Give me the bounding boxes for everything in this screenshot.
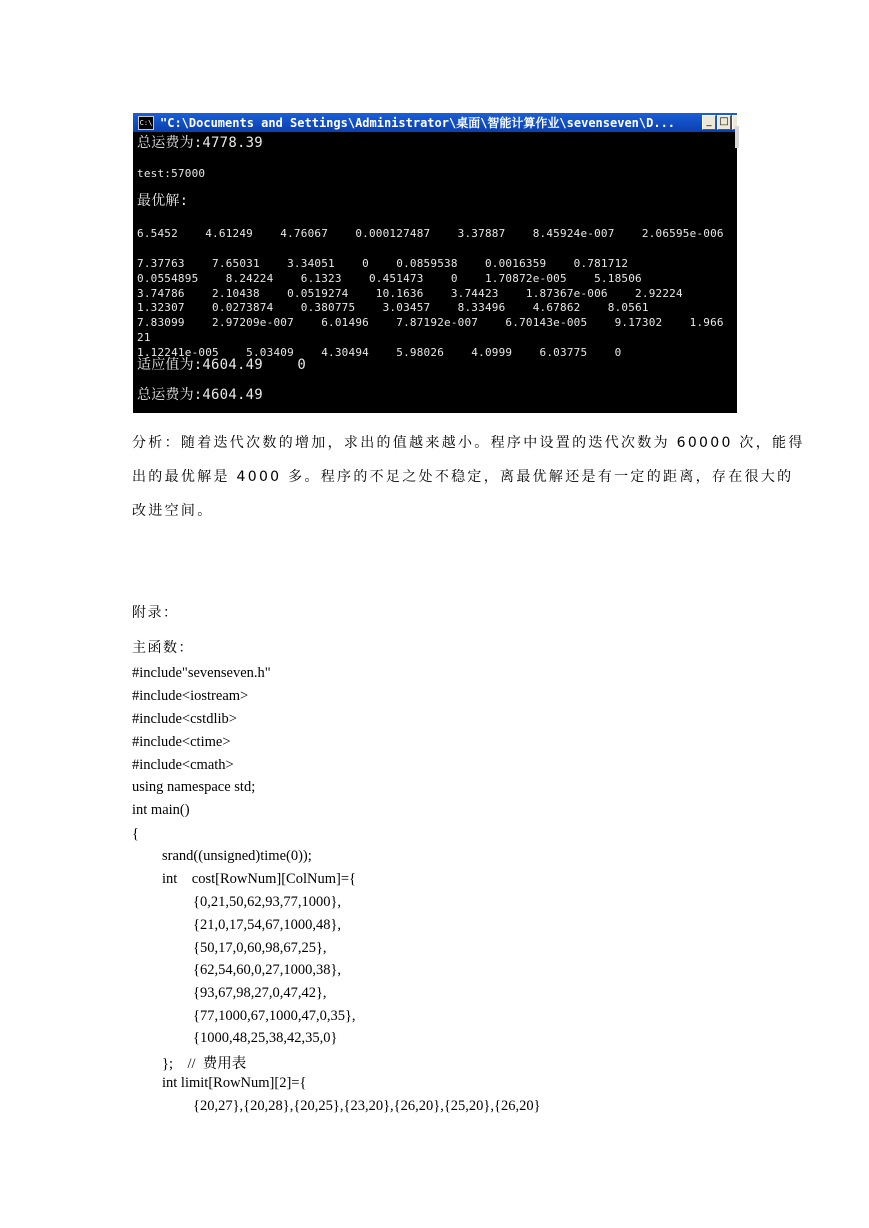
code-line: #include<iostream>: [132, 688, 249, 704]
code-line: {: [132, 826, 139, 842]
code-line: {20,27},{20,28},{20,25},{23,20},{26,20},{25,20},{26,20}: [193, 1098, 541, 1114]
console-line: 21: [137, 331, 151, 344]
code-line: int cost[RowNum][ColNum]={: [162, 871, 356, 887]
analysis-line-1: 分析：随着迭代次数的增加，求出的值越来越小。程序中设置的迭代次数为 60000 次，能得: [132, 435, 805, 451]
code-line: using namespace std;: [132, 779, 256, 795]
analysis-line-2: 出的最优解是 4000 多。程序的不足之处不稳定，离最优解还是有一定的距离，存在很大的: [132, 469, 794, 485]
code-line: int limit[RowNum][2]={: [162, 1075, 307, 1091]
console-line: 总运费为:4604.49: [137, 387, 263, 403]
minimize-button[interactable]: _: [702, 115, 716, 130]
code-line: #include<cstdlib>: [132, 711, 237, 727]
code-line: #include<cmath>: [132, 757, 234, 773]
console-scrollbar[interactable]: [735, 126, 739, 148]
console-titlebar: [133, 113, 737, 132]
console-line: 总运费为:4778.39: [137, 135, 263, 151]
main-function-label: 主函数：: [132, 640, 194, 656]
appendix-title: 附录：: [132, 605, 179, 621]
code-line: }; // 费用表: [162, 1056, 247, 1072]
console-line: 0.0554895 8.24224 6.1323 0.451473 0 1.70872e-005 5.18506: [137, 272, 642, 285]
console-line: 3.74786 2.10438 0.0519274 10.1636 3.74423 1.87367e-006 2.92224: [137, 287, 683, 300]
code-line: {1000,48,25,38,42,35,0}: [193, 1030, 338, 1046]
console-line: 1.12241e-005 5.03409 4.30494 5.98026 4.0999 6.03775 0: [137, 346, 622, 359]
code-line: int main(): [132, 802, 190, 818]
code-line: {0,21,50,62,93,77,1000},: [193, 894, 342, 910]
maximize-button[interactable]: □: [717, 115, 731, 130]
console-app-icon: C:\: [138, 116, 154, 130]
code-line: srand((unsigned)time(0));: [162, 848, 312, 864]
console-title: "C:\Documents and Settings\Administrator\桌面\智能计算作业\sevenseven\D...: [160, 116, 676, 130]
console-line: 适应值为:4604.49 0: [137, 357, 306, 373]
console-line: test:57000: [137, 167, 206, 180]
console-screenshot: [133, 113, 737, 413]
code-line: {21,0,17,54,67,1000,48},: [193, 917, 342, 933]
code-line: {93,67,98,27,0,47,42},: [193, 985, 327, 1001]
console-line: 7.83099 2.97209e-007 6.01496 7.87192e-007 6.70143e-005 9.17302 1.966: [137, 316, 724, 329]
code-line: #include<ctime>: [132, 734, 231, 750]
console-line: 最优解:: [137, 193, 189, 209]
code-line: #include"sevenseven.h": [132, 665, 271, 681]
code-line: {62,54,60,0,27,1000,38},: [193, 962, 342, 978]
code-line: {77,1000,67,1000,47,0,35},: [193, 1008, 356, 1024]
console-line: 6.5452 4.61249 4.76067 0.000127487 3.37887 8.45924e-007 2.06595e-006: [137, 227, 724, 240]
console-line: 7.37763 7.65031 3.34051 0 0.0859538 0.0016359 0.781712: [137, 257, 629, 270]
console-line: 1.32307 0.0273874 0.380775 3.03457 8.33496 4.67862 8.0561: [137, 301, 649, 314]
code-line: {50,17,0,60,98,67,25},: [193, 940, 327, 956]
analysis-line-3: 改进空间。: [132, 503, 214, 519]
